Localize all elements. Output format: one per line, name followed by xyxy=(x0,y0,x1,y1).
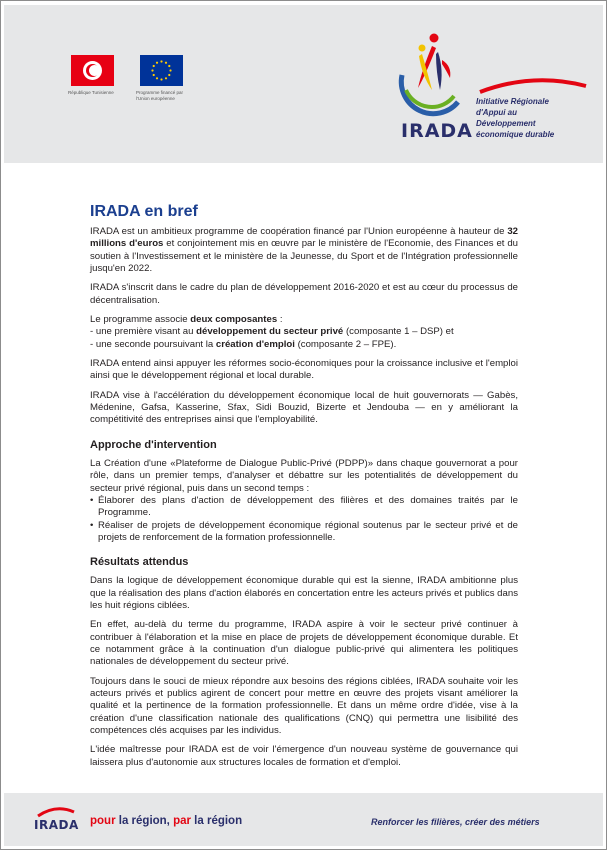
bold-run: création d'emploi xyxy=(215,338,295,350)
text-run: IRADA est un ambitieux programme de coopération financé par l'Union européenne à hauteur de xyxy=(90,226,508,237)
bold-run: développement du secteur privé xyxy=(196,326,344,338)
slogan-run: la région xyxy=(190,815,243,827)
paragraph: Dans la logique de développement économique durable qui est la sienne, IRADA ambitionne plus que la réalisation des plans d'action élaborés en concertation entre les acteurs privés et publics dans les huit régions ciblées. xyxy=(90,575,518,611)
section-title: Approche d'intervention xyxy=(90,438,217,451)
tagline-swoosh-icon xyxy=(478,76,588,96)
list-item: • Réaliser de projets de développement économique régional soutenus par le secteur privé et de projets de renforcement de la formation professionnelle. xyxy=(90,520,518,545)
footer-tagline: Renforcer les filières, créer des métiers xyxy=(371,817,540,827)
eu-caption-line2: l'Union européenne xyxy=(136,96,175,101)
tagline xyxy=(476,96,596,140)
tagline-line: économique durable xyxy=(476,130,555,139)
irada-logo-word: IRADA xyxy=(401,120,473,142)
eu-caption-line1: Programme financé par xyxy=(136,90,184,95)
paragraph: Toujours dans le souci de mieux répondre aux besoins des régions ciblées, IRADA souhaite voir les acteurs privés et publics agirent de concert pour mettre en œuvre des projets visant améliorer la qualité et la pertinence de la formation professionnelle. Et dans un même ordre d'idée, vise à la création d'une classification nationale des qualifications (CNQ) qui permettra une lisibilité des compétences clés acquises par les individus. xyxy=(90,675,518,736)
page-title: IRADA en bref xyxy=(90,203,198,220)
text-run: - une première visant au xyxy=(90,326,197,338)
components-paragraph xyxy=(90,314,518,351)
paragraph: En effet, au-delà du terme du programme, IRADA aspire à voir le secteur privé continuer à contribuer à l'élaboration et la mise en place de projets de développement économique durable. Et ce notamment grâce à la continuation d'un dialogue public-privé qui alimentera les politiques nationales de développement du secteur privé. xyxy=(90,619,518,668)
tunisia-flag-icon xyxy=(71,55,114,86)
paragraph: La Création d'une «Plateforme de Dialogue Public-Privé (PDPP)» dans chaque gouvernorat a pour rôle, dans un premier temps, d'analyser et débattre sur les potentialités de développement du secteur privé régional, puis dans un second temps : xyxy=(90,457,518,494)
slogan-run: la région, xyxy=(115,815,174,827)
paragraph: L'idée maîtresse pour IRADA est de voir l'émergence d'un nouveau système de gouvernance qui laissera plus d'autonomie aux structures locales de formation et d'emploi. xyxy=(90,744,518,768)
bold-run: 32 millions d'euros xyxy=(90,226,518,250)
text-run: et conjointement mis en œuvre par le ministère de l'Economie, des Finances et du soutien à l'Investissement et le ministère de la Jeunesse, du Sport et de l'Intégration professionnelle jusqu'en 2022. xyxy=(90,238,519,275)
tunisia-caption: République Tunisienne xyxy=(68,90,114,95)
slogan-run: pour xyxy=(90,815,116,827)
eu-caption xyxy=(136,90,196,102)
slogan-run: par xyxy=(173,815,191,827)
footer-logo-word: IRADA xyxy=(34,818,79,832)
tagline-line: Développement xyxy=(476,119,536,128)
footer-slogan xyxy=(90,815,242,827)
text-run: - une seconde poursuivant la xyxy=(90,338,216,350)
bullet-list xyxy=(90,495,518,544)
footer-swoosh-icon xyxy=(36,806,76,818)
bold-run: deux composantes xyxy=(190,314,278,326)
paragraph: IRADA s'inscrit dans le cadre du plan de développement 2016-2020 et est au cœur du processus de décentralisation. xyxy=(90,282,518,306)
text-run: Le programme associe xyxy=(90,314,191,326)
text-run: (composante 2 – FPE). xyxy=(294,338,397,350)
paragraph: IRADA vise à l'accélération du développement économique local de huit gouvernorats — Gabès, Médenine, Gafsa, Kasserine, Sfax, Sidi Bouzid, Bizerte et Jendouba — en y améliorant la compétitivité des entreprises ainsi que l'employabilité. xyxy=(90,389,518,426)
tagline-line: d'Appui au xyxy=(476,108,518,117)
list-item: • Élaborer des plans d'action de développement des filières et des domaines traités par le Programme. xyxy=(90,495,518,520)
main-content xyxy=(90,202,518,776)
paragraph: IRADA entend ainsi appuyer les réformes socio-économiques pour la croissance inclusive et l'emploi ainsi que le développement régional et local durable. xyxy=(90,358,518,382)
eu-flag-icon xyxy=(140,55,183,86)
text-run: (composante 1 – DSP) et xyxy=(343,326,454,338)
section-title: Résultats attendus xyxy=(90,556,189,569)
tagline-line: Initiative Régionale xyxy=(476,97,549,106)
text-run: : xyxy=(277,314,283,326)
intro-paragraph xyxy=(90,226,518,275)
